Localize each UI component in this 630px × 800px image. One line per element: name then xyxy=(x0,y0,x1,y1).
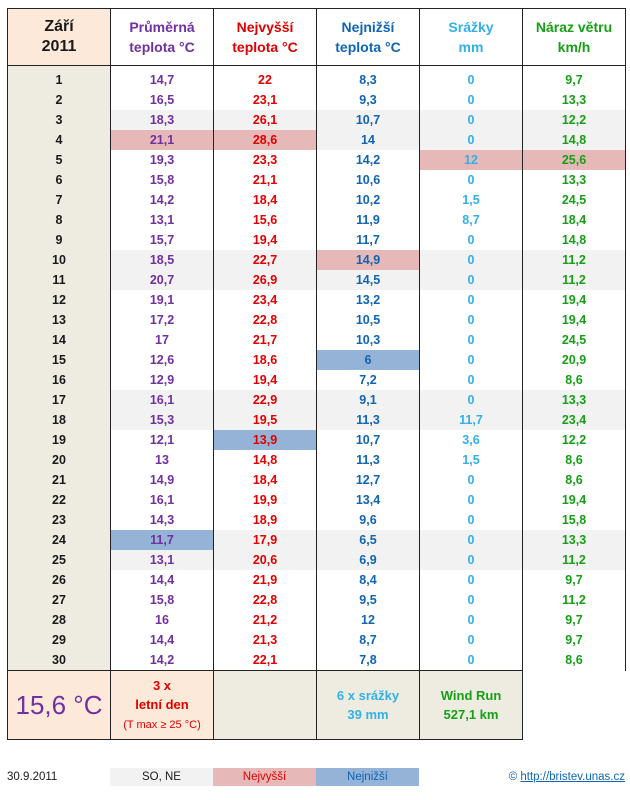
table-row xyxy=(8,66,626,91)
cell-max-temp: 22,1 xyxy=(214,650,317,671)
table-row xyxy=(8,110,626,130)
cell-day: 3 xyxy=(8,110,111,130)
table-row xyxy=(8,250,626,270)
cell-max-temp: 18,4 xyxy=(214,470,317,490)
cell-avg-temp: 15,3 xyxy=(111,410,214,430)
cell-wind-gust: 19,4 xyxy=(523,490,626,510)
cell-wind-gust: 11,2 xyxy=(523,590,626,610)
cell-min-temp: 14,5 xyxy=(317,270,420,290)
cell-wind-gust: 12,2 xyxy=(523,110,626,130)
cell-rain: 12 xyxy=(420,150,523,170)
table-row xyxy=(8,650,626,671)
cell-rain: 0 xyxy=(420,270,523,290)
cell-day: 9 xyxy=(8,230,111,250)
cell-min-temp: 12 xyxy=(317,610,420,630)
cell-avg-temp: 21,1 xyxy=(111,130,214,150)
cell-day: 6 xyxy=(8,170,111,190)
cell-wind-gust: 14,8 xyxy=(523,130,626,150)
summary-row xyxy=(8,671,626,740)
cell-rain: 0 xyxy=(420,610,523,630)
table-row xyxy=(8,170,626,190)
cell-max-temp: 19,5 xyxy=(214,410,317,430)
cell-wind-gust: 24,5 xyxy=(523,330,626,350)
cell-max-temp: 23,3 xyxy=(214,150,317,170)
cell-rain: 0 xyxy=(420,530,523,550)
cell-max-temp: 18,9 xyxy=(214,510,317,530)
cell-rain: 8,7 xyxy=(420,210,523,230)
cell-wind-gust: 8,6 xyxy=(523,370,626,390)
cell-avg-temp: 17 xyxy=(111,330,214,350)
cell-rain: 0 xyxy=(420,230,523,250)
cell-rain: 0 xyxy=(420,550,523,570)
cell-wind-gust: 20,9 xyxy=(523,350,626,370)
table-row xyxy=(8,490,626,510)
cell-max-temp: 21,1 xyxy=(214,170,317,190)
table-row xyxy=(8,370,626,390)
cell-day: 22 xyxy=(8,490,111,510)
cell-rain: 0 xyxy=(420,510,523,530)
weather-table xyxy=(7,8,626,740)
cell-day: 11 xyxy=(8,270,111,290)
table-row xyxy=(8,530,626,550)
cell-wind-gust: 8,6 xyxy=(523,650,626,671)
summary-summer-days: 3 x letní den (T max ≥ 25 °C) xyxy=(111,671,214,740)
cell-max-temp: 19,4 xyxy=(214,230,317,250)
copyright-icon: © xyxy=(508,771,518,783)
cell-rain: 0 xyxy=(420,470,523,490)
cell-max-temp: 23,1 xyxy=(214,90,317,110)
cell-day: 17 xyxy=(8,390,111,410)
cell-wind-gust: 13,3 xyxy=(523,170,626,190)
cell-min-temp: 11,7 xyxy=(317,230,420,250)
cell-avg-temp: 19,3 xyxy=(111,150,214,170)
cell-rain: 0 xyxy=(420,630,523,650)
cell-max-temp: 13,9 xyxy=(214,430,317,450)
cell-min-temp: 10,3 xyxy=(317,330,420,350)
cell-day: 23 xyxy=(8,510,111,530)
cell-rain: 0 xyxy=(420,290,523,310)
cell-wind-gust: 9,7 xyxy=(523,570,626,590)
cell-min-temp: 10,7 xyxy=(317,110,420,130)
cell-rain: 0 xyxy=(420,66,523,91)
cell-min-temp: 9,6 xyxy=(317,510,420,530)
cell-day: 28 xyxy=(8,610,111,630)
cell-min-temp: 10,2 xyxy=(317,190,420,210)
cell-rain: 0 xyxy=(420,310,523,330)
cell-max-temp: 21,2 xyxy=(214,610,317,630)
cell-day: 29 xyxy=(8,630,111,650)
cell-min-temp: 6,5 xyxy=(317,530,420,550)
cell-avg-temp: 14,3 xyxy=(111,510,214,530)
cell-max-temp: 28,6 xyxy=(214,130,317,150)
cell-max-temp: 18,6 xyxy=(214,350,317,370)
table-row xyxy=(8,410,626,430)
cell-max-temp: 22 xyxy=(214,66,317,91)
cell-rain: 1,5 xyxy=(420,450,523,470)
table-row xyxy=(8,150,626,170)
table-row xyxy=(8,610,626,630)
cell-avg-temp: 13,1 xyxy=(111,210,214,230)
table-row xyxy=(8,590,626,610)
cell-wind-gust: 13,3 xyxy=(523,90,626,110)
header-day: Září 2011 xyxy=(8,9,111,66)
cell-min-temp: 11,9 xyxy=(317,210,420,230)
cell-day: 12 xyxy=(8,290,111,310)
legend-highest: Nejvyšší xyxy=(213,768,316,786)
cell-min-temp: 10,7 xyxy=(317,430,420,450)
cell-avg-temp: 14,2 xyxy=(111,650,214,671)
cell-day: 18 xyxy=(8,410,111,430)
cell-day: 21 xyxy=(8,470,111,490)
footer xyxy=(7,768,625,786)
cell-avg-temp: 16,1 xyxy=(111,390,214,410)
footer-date: 30.9.2011 xyxy=(7,771,58,783)
cell-min-temp: 11,3 xyxy=(317,410,420,430)
cell-day: 26 xyxy=(8,570,111,590)
cell-wind-gust: 25,6 xyxy=(523,150,626,170)
header-min-temp: Nejnižší teplota °C xyxy=(317,9,420,66)
cell-day: 7 xyxy=(8,190,111,210)
cell-min-temp: 14,9 xyxy=(317,250,420,270)
cell-day: 10 xyxy=(8,250,111,270)
cell-min-temp: 13,4 xyxy=(317,490,420,510)
table-row xyxy=(8,130,626,150)
cell-day: 15 xyxy=(8,350,111,370)
cell-day: 2 xyxy=(8,90,111,110)
cell-avg-temp: 18,5 xyxy=(111,250,214,270)
cell-rain: 0 xyxy=(420,130,523,150)
website-link[interactable]: http://bristev.unas.cz xyxy=(520,771,625,783)
cell-avg-temp: 16 xyxy=(111,610,214,630)
cell-wind-gust: 13,3 xyxy=(523,530,626,550)
cell-day: 16 xyxy=(8,370,111,390)
summary-avg-temp: 15,6 °C xyxy=(8,671,111,740)
summary-min-empty xyxy=(214,671,317,740)
cell-avg-temp: 19,1 xyxy=(111,290,214,310)
cell-day: 8 xyxy=(8,210,111,230)
cell-avg-temp: 14,2 xyxy=(111,190,214,210)
header-row xyxy=(8,9,626,66)
cell-max-temp: 17,9 xyxy=(214,530,317,550)
cell-min-temp: 6,9 xyxy=(317,550,420,570)
cell-min-temp: 10,6 xyxy=(317,170,420,190)
cell-max-temp: 26,9 xyxy=(214,270,317,290)
cell-wind-gust: 11,2 xyxy=(523,550,626,570)
cell-min-temp: 6 xyxy=(317,350,420,370)
cell-day: 24 xyxy=(8,530,111,550)
cell-wind-gust: 19,4 xyxy=(523,310,626,330)
cell-max-temp: 22,9 xyxy=(214,390,317,410)
cell-max-temp: 20,6 xyxy=(214,550,317,570)
table-row xyxy=(8,470,626,490)
cell-wind-gust: 23,4 xyxy=(523,410,626,430)
cell-rain: 0 xyxy=(420,570,523,590)
cell-avg-temp: 17,2 xyxy=(111,310,214,330)
cell-wind-gust: 24,5 xyxy=(523,190,626,210)
cell-rain: 3,6 xyxy=(420,430,523,450)
cell-rain: 0 xyxy=(420,250,523,270)
cell-wind-gust: 9,7 xyxy=(523,610,626,630)
table-row xyxy=(8,290,626,310)
cell-avg-temp: 16,5 xyxy=(111,90,214,110)
table-row xyxy=(8,430,626,450)
cell-avg-temp: 14,4 xyxy=(111,630,214,650)
cell-avg-temp: 14,7 xyxy=(111,66,214,91)
table-row xyxy=(8,550,626,570)
cell-wind-gust: 9,7 xyxy=(523,66,626,91)
footer-link-area xyxy=(467,768,625,786)
legend-weekend: SO, NE xyxy=(110,768,213,786)
cell-max-temp: 14,8 xyxy=(214,450,317,470)
cell-avg-temp: 14,9 xyxy=(111,470,214,490)
table-row xyxy=(8,270,626,290)
cell-min-temp: 12,7 xyxy=(317,470,420,490)
table-row xyxy=(8,450,626,470)
cell-min-temp: 7,8 xyxy=(317,650,420,671)
cell-wind-gust: 12,2 xyxy=(523,430,626,450)
summary-rain: 6 x srážky 39 mm xyxy=(317,671,420,740)
cell-min-temp: 10,5 xyxy=(317,310,420,330)
cell-rain: 0 xyxy=(420,170,523,190)
cell-rain: 0 xyxy=(420,650,523,671)
table-row xyxy=(8,190,626,210)
cell-avg-temp: 12,9 xyxy=(111,370,214,390)
cell-wind-gust: 15,8 xyxy=(523,510,626,530)
cell-wind-gust: 18,4 xyxy=(523,210,626,230)
table-row xyxy=(8,230,626,250)
cell-min-temp: 9,1 xyxy=(317,390,420,410)
cell-rain: 11,7 xyxy=(420,410,523,430)
table-row xyxy=(8,310,626,330)
cell-min-temp: 14 xyxy=(317,130,420,150)
cell-rain: 0 xyxy=(420,590,523,610)
cell-max-temp: 23,4 xyxy=(214,290,317,310)
cell-avg-temp: 16,1 xyxy=(111,490,214,510)
table-row xyxy=(8,510,626,530)
cell-max-temp: 19,4 xyxy=(214,370,317,390)
cell-avg-temp: 12,1 xyxy=(111,430,214,450)
data-rows xyxy=(8,66,626,671)
cell-avg-temp: 20,7 xyxy=(111,270,214,290)
cell-day: 14 xyxy=(8,330,111,350)
cell-day: 25 xyxy=(8,550,111,570)
cell-rain: 0 xyxy=(420,490,523,510)
table-row xyxy=(8,210,626,230)
cell-min-temp: 9,5 xyxy=(317,590,420,610)
cell-max-temp: 22,8 xyxy=(214,590,317,610)
cell-day: 5 xyxy=(8,150,111,170)
cell-min-temp: 14,2 xyxy=(317,150,420,170)
cell-min-temp: 8,7 xyxy=(317,630,420,650)
cell-rain: 0 xyxy=(420,370,523,390)
cell-avg-temp: 14,4 xyxy=(111,570,214,590)
cell-wind-gust: 13,3 xyxy=(523,390,626,410)
cell-max-temp: 26,1 xyxy=(214,110,317,130)
cell-day: 13 xyxy=(8,310,111,330)
table-row xyxy=(8,330,626,350)
header-max-temp: Nejvyšší teplota °C xyxy=(214,9,317,66)
cell-rain: 1,5 xyxy=(420,190,523,210)
cell-day: 19 xyxy=(8,430,111,450)
cell-min-temp: 8,3 xyxy=(317,66,420,91)
cell-avg-temp: 13,1 xyxy=(111,550,214,570)
header-rain: Srážky mm xyxy=(420,9,523,66)
cell-min-temp: 7,2 xyxy=(317,370,420,390)
cell-avg-temp: 15,7 xyxy=(111,230,214,250)
cell-wind-gust: 11,2 xyxy=(523,270,626,290)
cell-day: 30 xyxy=(8,650,111,671)
cell-max-temp: 21,9 xyxy=(214,570,317,590)
cell-min-temp: 9,3 xyxy=(317,90,420,110)
cell-max-temp: 15,6 xyxy=(214,210,317,230)
cell-wind-gust: 8,6 xyxy=(523,470,626,490)
cell-avg-temp: 12,6 xyxy=(111,350,214,370)
cell-max-temp: 19,9 xyxy=(214,490,317,510)
cell-min-temp: 11,3 xyxy=(317,450,420,470)
table-row xyxy=(8,630,626,650)
legend-lowest: Nejnižší xyxy=(316,768,419,786)
cell-min-temp: 13,2 xyxy=(317,290,420,310)
table-row xyxy=(8,350,626,370)
cell-min-temp: 8,4 xyxy=(317,570,420,590)
cell-max-temp: 18,4 xyxy=(214,190,317,210)
cell-wind-gust: 11,2 xyxy=(523,250,626,270)
cell-max-temp: 22,8 xyxy=(214,310,317,330)
table-row xyxy=(8,90,626,110)
cell-avg-temp: 15,8 xyxy=(111,170,214,190)
cell-avg-temp: 13 xyxy=(111,450,214,470)
cell-wind-gust: 14,8 xyxy=(523,230,626,250)
cell-wind-gust: 9,7 xyxy=(523,630,626,650)
cell-wind-gust: 8,6 xyxy=(523,450,626,470)
cell-rain: 0 xyxy=(420,90,523,110)
cell-max-temp: 21,7 xyxy=(214,330,317,350)
cell-avg-temp: 11,7 xyxy=(111,530,214,550)
cell-max-temp: 22,7 xyxy=(214,250,317,270)
cell-avg-temp: 15,8 xyxy=(111,590,214,610)
table-row xyxy=(8,570,626,590)
cell-rain: 0 xyxy=(420,350,523,370)
cell-day: 20 xyxy=(8,450,111,470)
cell-avg-temp: 18,3 xyxy=(111,110,214,130)
cell-rain: 0 xyxy=(420,330,523,350)
cell-day: 1 xyxy=(8,66,111,91)
cell-rain: 0 xyxy=(420,110,523,130)
header-avg-temp: Průměrná teplota °C xyxy=(111,9,214,66)
summary-wind-run: Wind Run 527,1 km xyxy=(420,671,523,740)
cell-day: 4 xyxy=(8,130,111,150)
cell-day: 27 xyxy=(8,590,111,610)
cell-rain: 0 xyxy=(420,390,523,410)
header-wind-gust: Náraz větru km/h xyxy=(523,9,626,66)
table-row xyxy=(8,390,626,410)
cell-max-temp: 21,3 xyxy=(214,630,317,650)
cell-wind-gust: 19,4 xyxy=(523,290,626,310)
